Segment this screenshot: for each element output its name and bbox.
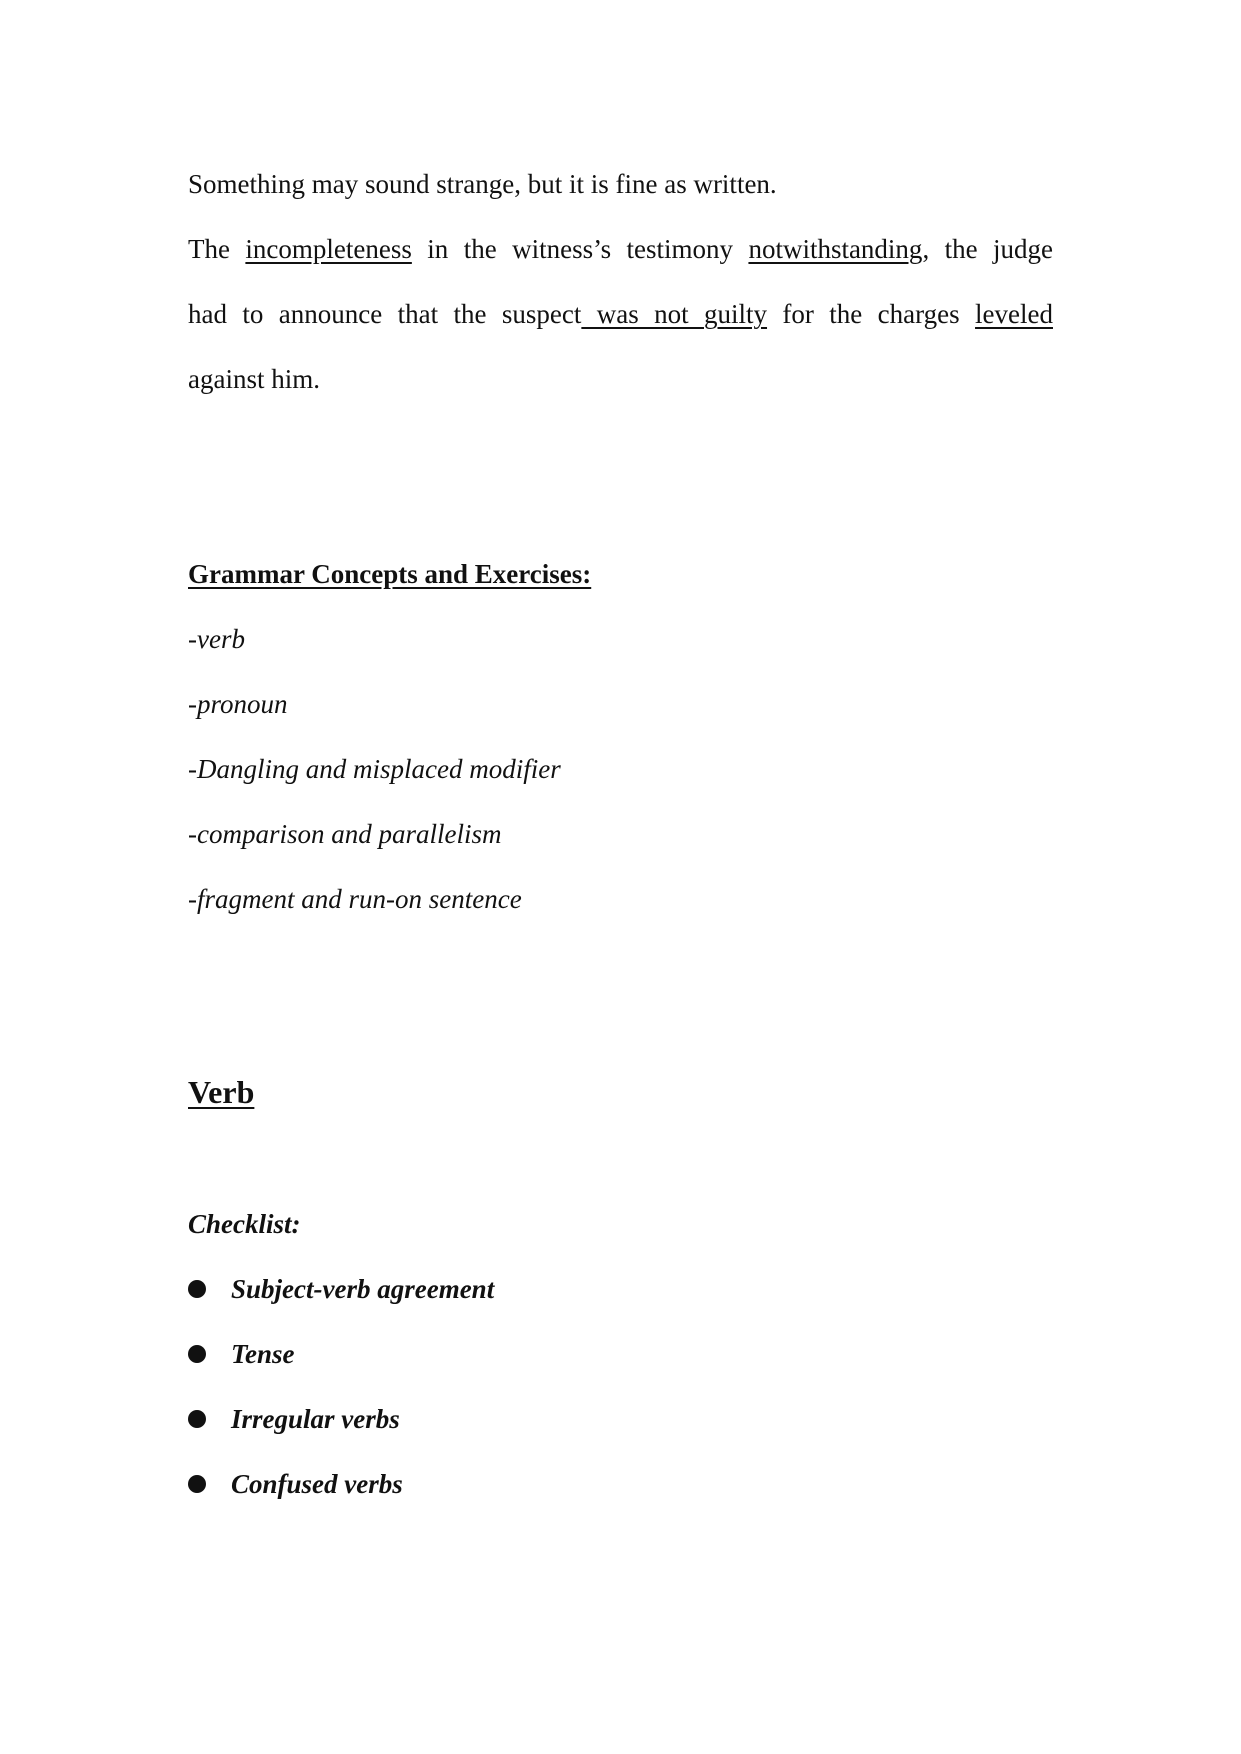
grammar-item: -pronoun xyxy=(188,689,288,719)
grammar-item: -verb xyxy=(188,624,245,654)
checklist-item-text: Subject-verb agreement xyxy=(231,1274,495,1304)
underlined-word: notwithstanding xyxy=(748,234,923,264)
sentence-line-1 xyxy=(188,232,1053,266)
underlined-word: incompleteness xyxy=(245,234,412,264)
grammar-item: -Dangling and misplaced modifier xyxy=(188,754,561,784)
checklist-label: Checklist: xyxy=(188,1209,301,1239)
bullet-icon xyxy=(188,1280,206,1298)
grammar-heading: Grammar Concepts and Exercises: xyxy=(188,559,592,589)
sentence-text: , the judge xyxy=(922,234,1053,264)
underlined-word: leveled xyxy=(975,299,1053,329)
sentence-text: for the charges xyxy=(767,299,976,329)
checklist-item-text: Confused verbs xyxy=(231,1469,403,1499)
grammar-item: -fragment and run-on sentence xyxy=(188,884,522,914)
bullet-icon xyxy=(188,1475,206,1493)
intro-line: Something may sound strange, but it is fine as written. xyxy=(188,169,777,199)
sentence-line-3: against him. xyxy=(188,364,320,394)
sentence-text: The xyxy=(188,234,246,264)
checklist-item-text: Tense xyxy=(231,1339,295,1369)
bullet-icon xyxy=(188,1345,206,1363)
sentence-text: had to announce that the suspect xyxy=(188,299,582,329)
checklist-item-text: Irregular verbs xyxy=(231,1404,400,1434)
sentence-line-2 xyxy=(188,297,1053,331)
grammar-item: -comparison and parallelism xyxy=(188,819,502,849)
underlined-phrase: was not guilty xyxy=(581,299,768,329)
bullet-icon xyxy=(188,1410,206,1428)
verb-heading: Verb xyxy=(188,1074,255,1110)
sentence-text: in the witness’s testimony xyxy=(411,234,749,264)
